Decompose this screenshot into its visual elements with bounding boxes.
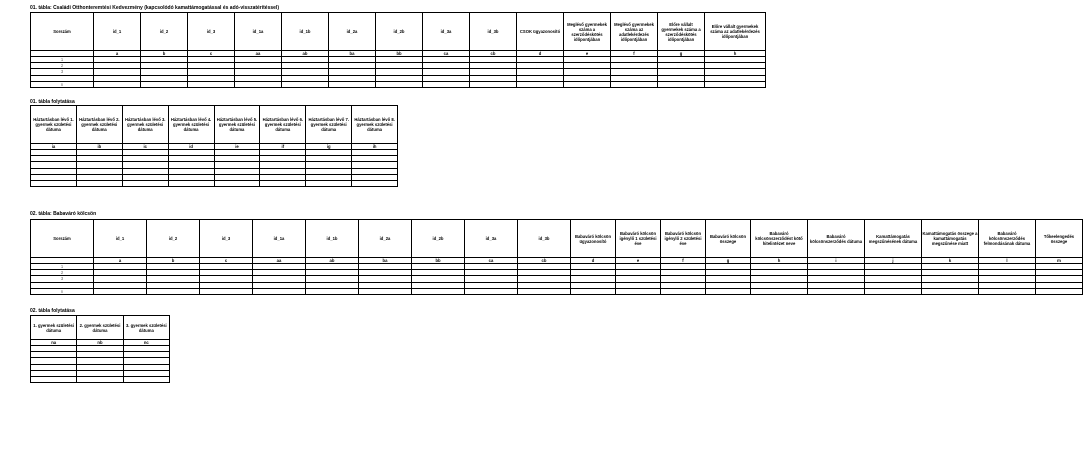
- data-cell[interactable]: [188, 81, 235, 87]
- header-cell: id_2b: [412, 220, 465, 258]
- data-cell[interactable]: [77, 376, 123, 382]
- header-cell: id_2: [141, 13, 188, 51]
- row-number: 2: [31, 270, 94, 276]
- column-letter: nb: [77, 340, 123, 346]
- data-cell[interactable]: [31, 376, 77, 382]
- header-cell: id_1b: [282, 13, 329, 51]
- column-letter: c: [200, 258, 253, 264]
- data-cell[interactable]: [465, 288, 518, 294]
- data-cell[interactable]: [661, 288, 706, 294]
- column-letter: ab: [282, 51, 329, 57]
- data-cell[interactable]: [253, 288, 306, 294]
- header-cell: id_1a: [253, 220, 306, 258]
- data-cell[interactable]: [865, 288, 922, 294]
- column-letter: b: [147, 258, 200, 264]
- header-cell: 3. gyermek születési dátuma: [123, 316, 169, 340]
- data-cell[interactable]: [564, 81, 611, 87]
- table1b: [30, 105, 398, 187]
- header-cell: Előre vállalt gyermekek száma a szerződéskötés időpontjában: [658, 13, 705, 51]
- header-cell: id_1: [94, 220, 147, 258]
- table1b-caption: 01. tábla folytatása: [30, 99, 75, 105]
- column-letter: ba: [329, 51, 376, 57]
- data-cell[interactable]: [200, 288, 253, 294]
- header-cell: Sorszám: [31, 220, 94, 258]
- data-cell[interactable]: [123, 376, 169, 382]
- column-letter: g: [658, 51, 705, 57]
- column-letter: aa: [235, 51, 282, 57]
- column-letter: d: [517, 51, 564, 57]
- data-cell[interactable]: [94, 81, 141, 87]
- data-cell[interactable]: [359, 288, 412, 294]
- data-cell[interactable]: [808, 288, 865, 294]
- header-cell: id_2b: [376, 13, 423, 51]
- column-letter: nc: [123, 340, 169, 346]
- data-cell[interactable]: [705, 81, 766, 87]
- column-letter: f: [661, 258, 706, 264]
- header-cell: Háztartásban lévő 4. gyermek születési dátuma: [168, 106, 214, 144]
- header-cell: id_3: [188, 13, 235, 51]
- column-letter: id: [168, 144, 214, 150]
- column-letter: ic: [122, 144, 168, 150]
- column-letter: l: [979, 258, 1036, 264]
- header-cell: id_3a: [465, 220, 518, 258]
- column-letter: g: [706, 258, 751, 264]
- header-cell: Babaváró kölcsön összege: [706, 220, 751, 258]
- header-cell: Babaváró kölcsön ügyazonosító: [571, 220, 616, 258]
- data-cell[interactable]: [94, 288, 147, 294]
- header-cell: Tőkeelengedés összege: [1036, 220, 1083, 258]
- header-cell: Meglévő gyermekek száma az adatlekérdezés időpontjában: [611, 13, 658, 51]
- header-cell: Háztartásban lévő 7. gyermek születési dátuma: [306, 106, 352, 144]
- data-cell[interactable]: [31, 180, 77, 186]
- row-number: 3: [31, 69, 94, 75]
- column-letter: j: [865, 258, 922, 264]
- column-letter: k: [922, 258, 979, 264]
- header-cell: id_1: [94, 13, 141, 51]
- data-cell[interactable]: [235, 81, 282, 87]
- header-cell: Sorszám: [31, 13, 94, 51]
- data-cell[interactable]: [518, 288, 571, 294]
- column-letter: f: [611, 51, 658, 57]
- table1: [30, 12, 766, 88]
- header-cell: id_2: [147, 220, 200, 258]
- data-cell[interactable]: [306, 180, 352, 186]
- column-letter: cb: [518, 258, 571, 264]
- header-cell: id_2a: [329, 13, 376, 51]
- header-cell: Babaváró kölcsönszerződést kötő hitelintézet neve: [751, 220, 808, 258]
- column-letter: aa: [253, 258, 306, 264]
- column-letter: e: [616, 258, 661, 264]
- column-letter: d: [571, 258, 616, 264]
- header-cell: CSOK ügyazonosító: [517, 13, 564, 51]
- table2b: [30, 315, 170, 383]
- data-cell[interactable]: [571, 288, 616, 294]
- data-cell[interactable]: [706, 288, 751, 294]
- column-letter: m: [1036, 258, 1083, 264]
- table-row: [31, 288, 1083, 294]
- column-letter: if: [260, 144, 306, 150]
- header-cell: Kamattámogatás megszűnésének dátuma: [865, 220, 922, 258]
- data-cell[interactable]: [214, 180, 260, 186]
- data-cell[interactable]: [979, 288, 1036, 294]
- header-cell: id_3b: [470, 13, 517, 51]
- data-cell[interactable]: [260, 180, 306, 186]
- header-cell: Babaváró kölcsön igénylő 2 születési éve: [661, 220, 706, 258]
- data-cell[interactable]: [306, 288, 359, 294]
- column-letter: ih: [352, 144, 398, 150]
- data-cell[interactable]: [376, 81, 423, 87]
- column-letter: ca: [465, 258, 518, 264]
- header-cell: Meglévő gyermekek száma a szerződéskötés időpontjában: [564, 13, 611, 51]
- data-cell[interactable]: [658, 81, 705, 87]
- table1-caption: 01. tábla: Családi Otthonteremtési Kedvezmény (kapcsolódó kamattámogatással és adó-visszatérítéssel): [30, 5, 279, 11]
- header-cell: id_3a: [423, 13, 470, 51]
- column-letter: h: [751, 258, 808, 264]
- header-cell: Háztartásban lévő 3. gyermek születési dátuma: [122, 106, 168, 144]
- header-cell: Előre vállalt gyermekek száma az adatlekérdezés időpontjában: [705, 13, 766, 51]
- table2: [30, 219, 1083, 295]
- column-letter: ib: [76, 144, 122, 150]
- column-letter: na: [31, 340, 77, 346]
- data-cell[interactable]: [616, 288, 661, 294]
- column-letter: ie: [214, 144, 260, 150]
- column-letter: ia: [31, 144, 77, 150]
- header-cell: Háztartásban lévő 1. gyermek születési dátuma: [31, 106, 77, 144]
- data-cell[interactable]: [168, 180, 214, 186]
- data-cell[interactable]: [76, 180, 122, 186]
- column-letter: cb: [470, 51, 517, 57]
- data-cell[interactable]: [470, 81, 517, 87]
- column-letter: ca: [423, 51, 470, 57]
- column-letter: ig: [306, 144, 352, 150]
- data-cell[interactable]: [751, 288, 808, 294]
- data-cell[interactable]: [352, 180, 398, 186]
- header-cell: id_1a: [235, 13, 282, 51]
- row-number: n: [31, 81, 94, 87]
- row-number: n: [31, 288, 94, 294]
- column-letter: ab: [306, 258, 359, 264]
- data-cell[interactable]: [141, 81, 188, 87]
- data-cell[interactable]: [147, 288, 200, 294]
- row-number: 1: [31, 264, 94, 270]
- column-letter: i: [808, 258, 865, 264]
- data-cell[interactable]: [329, 81, 376, 87]
- table-row: [31, 376, 170, 382]
- header-cell: id_3: [200, 220, 253, 258]
- data-cell[interactable]: [611, 81, 658, 87]
- column-letter: b: [141, 51, 188, 57]
- header-cell: id_3b: [518, 220, 571, 258]
- row-number: 2: [31, 63, 94, 69]
- header-cell: Kamattámogatás összege a kamattámogatás megszűnése miatt: [922, 220, 979, 258]
- table2-caption: 02. tábla: Babaváró kölcsön: [30, 211, 97, 217]
- row-number: 3: [31, 276, 94, 282]
- table-row: [31, 81, 766, 87]
- table2b-caption: 02. tábla folytatása: [30, 308, 75, 314]
- header-cell: id_2a: [359, 220, 412, 258]
- header-cell: Babaváró kölcsön igénylő 1 születési éve: [616, 220, 661, 258]
- data-cell[interactable]: [517, 81, 564, 87]
- column-letter: ba: [359, 258, 412, 264]
- header-cell: Háztartásban lévő 2. gyermek születési dátuma: [76, 106, 122, 144]
- data-cell[interactable]: [922, 288, 979, 294]
- header-cell: id_1b: [306, 220, 359, 258]
- header-cell: Háztartásban lévő 6. gyermek születési dátuma: [260, 106, 306, 144]
- data-cell[interactable]: [423, 81, 470, 87]
- row-number: 1: [31, 57, 94, 63]
- table-row: [31, 180, 398, 186]
- data-cell[interactable]: [122, 180, 168, 186]
- header-cell: 1. gyermek születési dátuma: [31, 316, 77, 340]
- column-letter: h: [705, 51, 766, 57]
- header-cell: 2. gyermek születési dátuma: [77, 316, 123, 340]
- column-letter: bb: [412, 258, 465, 264]
- header-cell: Háztartásban lévő 8. gyermek születési dátuma: [352, 106, 398, 144]
- header-cell: Babaváró kölcsönszerződés dátuma: [808, 220, 865, 258]
- data-cell[interactable]: [1036, 288, 1083, 294]
- column-letter: bb: [376, 51, 423, 57]
- header-cell: Háztartásban lévő 5. gyermek születési dátuma: [214, 106, 260, 144]
- column-letter: a: [94, 258, 147, 264]
- data-cell[interactable]: [282, 81, 329, 87]
- header-cell: Babaváró kölcsönszerződés felmondásának dátuma: [979, 220, 1036, 258]
- column-letter: c: [188, 51, 235, 57]
- data-cell[interactable]: [412, 288, 465, 294]
- column-letter: e: [564, 51, 611, 57]
- column-letter: a: [94, 51, 141, 57]
